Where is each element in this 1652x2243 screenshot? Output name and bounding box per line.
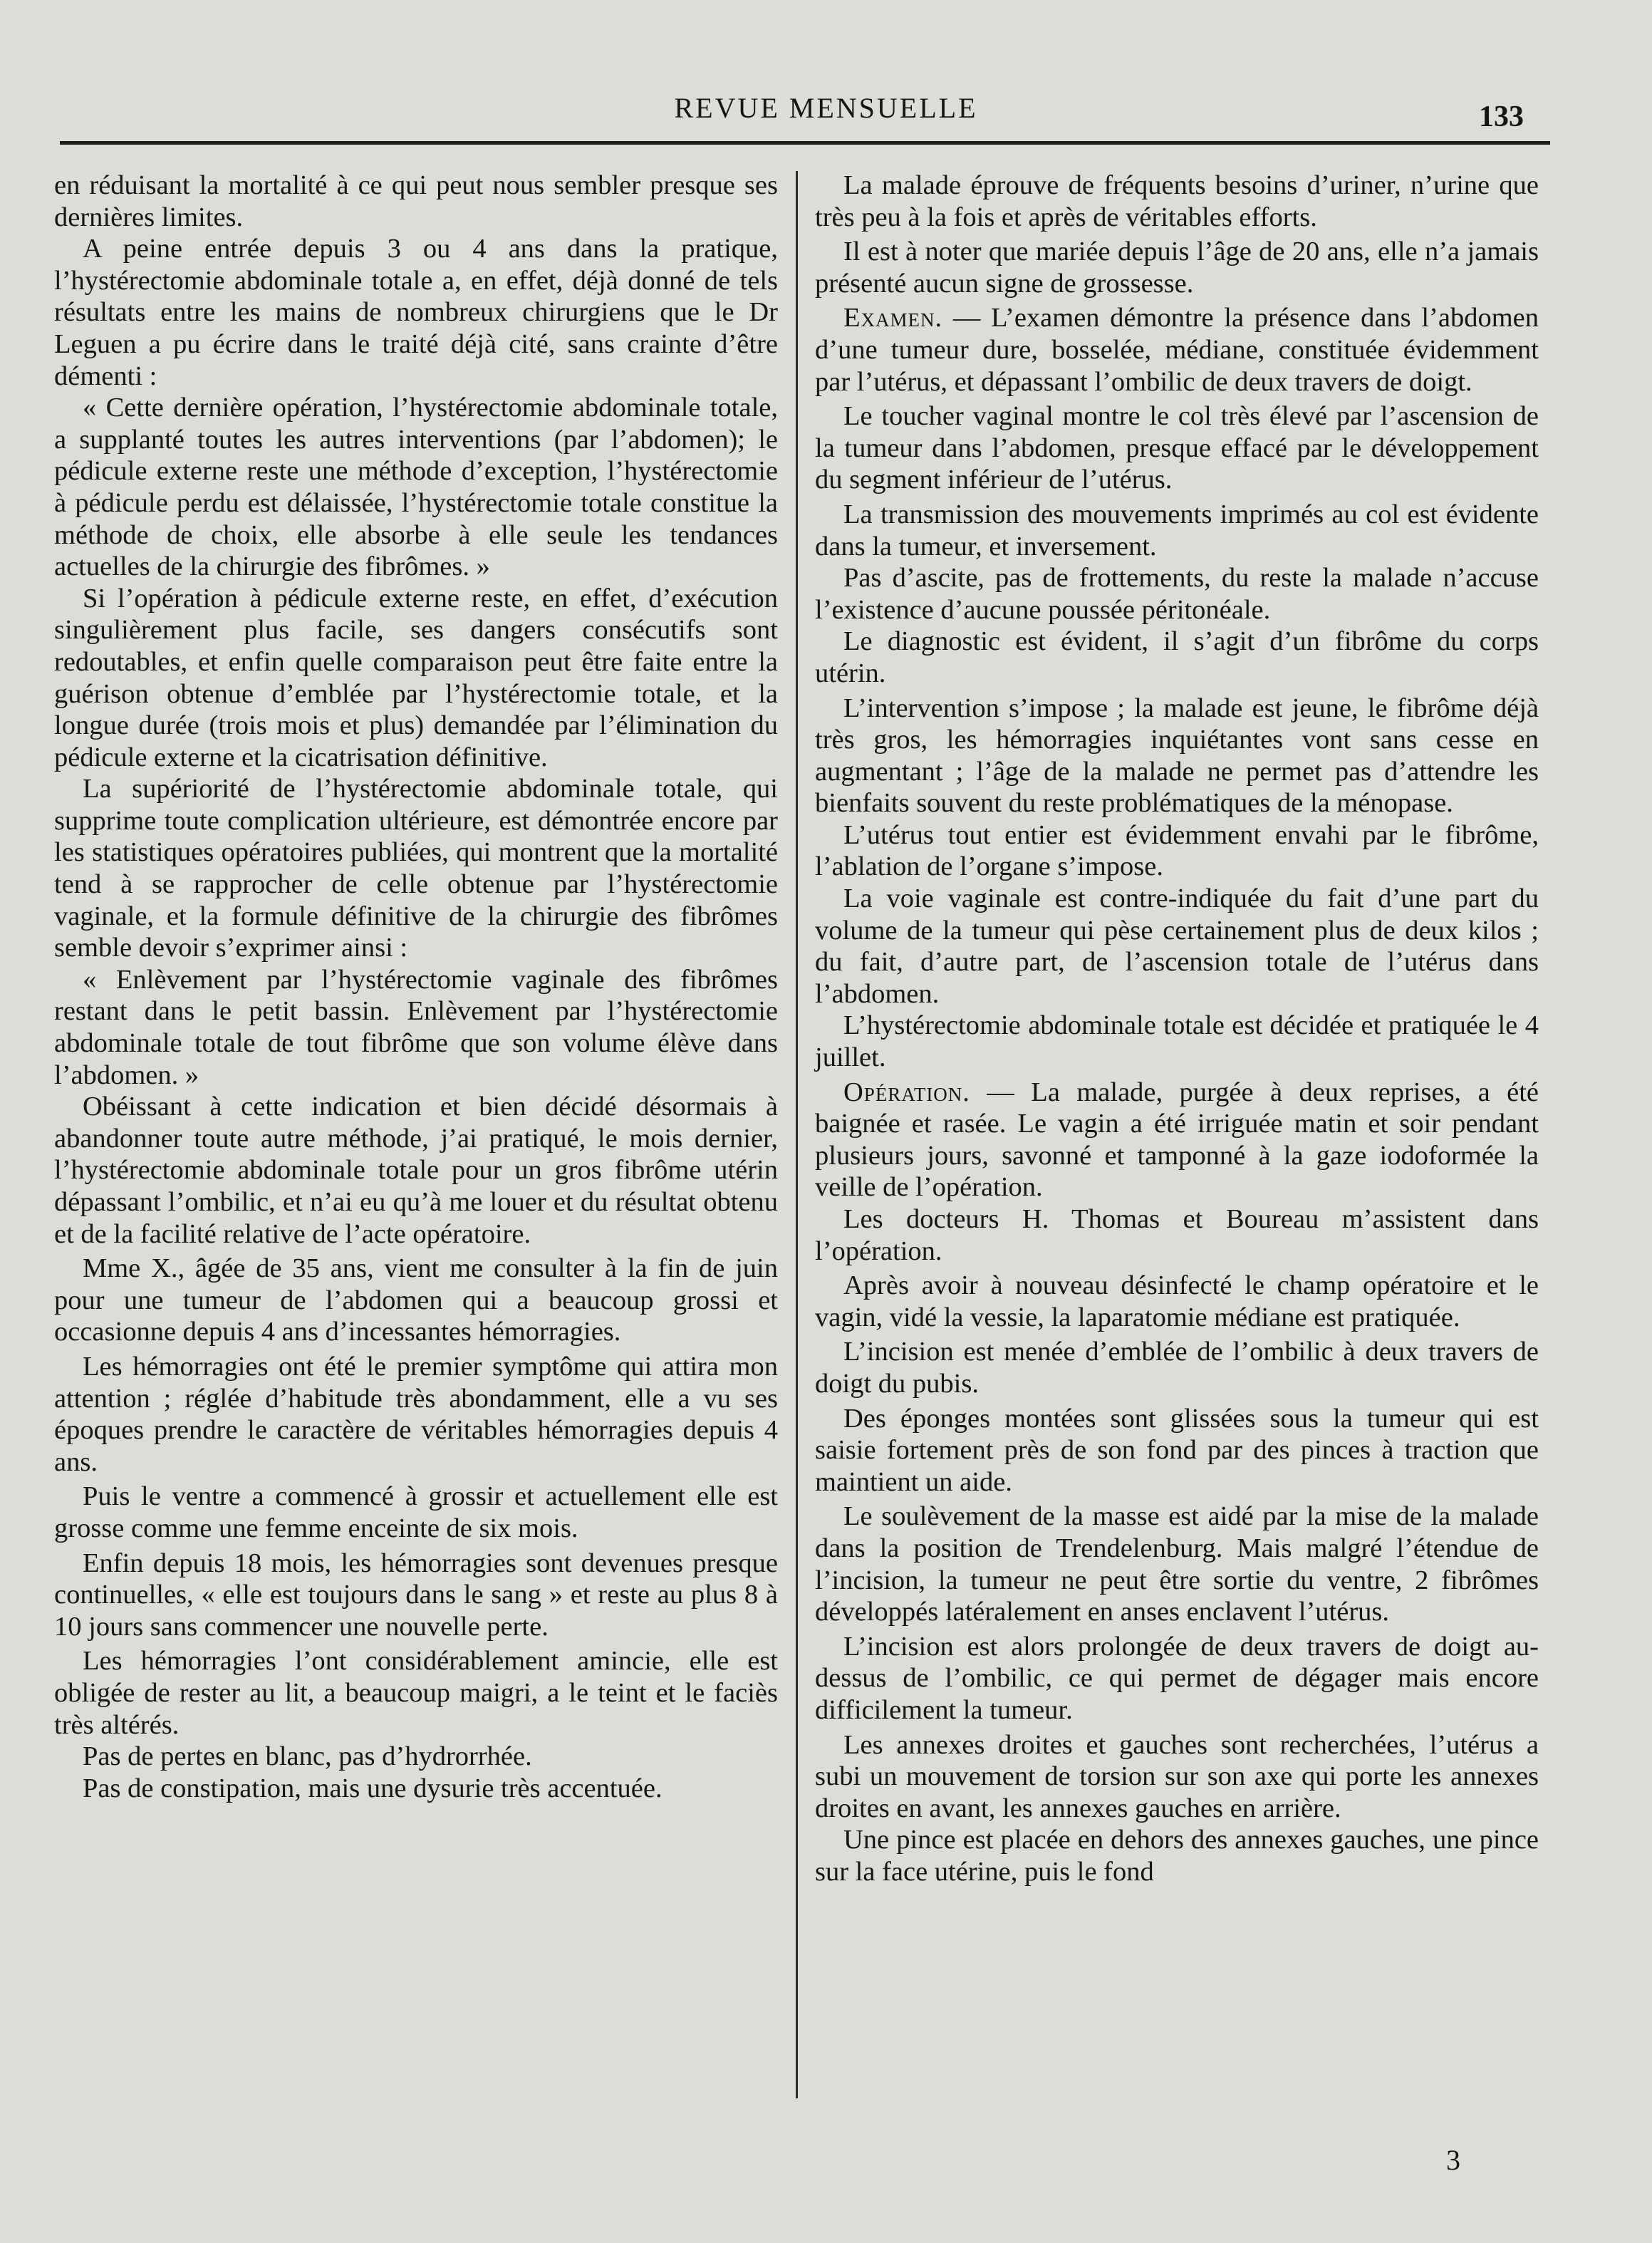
section-label-examen: Examen. — [843, 303, 943, 333]
paragraph: La voie vaginale est contre-indiquée du fait d’une part du volume de la tumeur qui pèse certainement plus de deux kilos ; du fait, d’autre part, de l’ascension totale de l’utérus dans l’abdomen. — [815, 884, 1539, 1009]
page-number: 133 — [1479, 100, 1524, 133]
section-label-operation: Opération. — [843, 1077, 970, 1107]
paragraph: Une pince est placée en dehors des annexes gauches, une pince sur la face utérine, puis le fond — [815, 1825, 1539, 1887]
paragraph: en réduisant la mortalité à ce qui peut nous sembler presque ses dernières limites. — [54, 170, 778, 232]
paragraph: Les docteurs H. Thomas et Boureau m’assistent dans l’opération. — [815, 1204, 1539, 1266]
paragraph: Le toucher vaginal montre le col très élevé par l’ascension de la tumeur dans l’abdomen, presque effacé par le développement du segment inférieur de l’utérus. — [815, 401, 1539, 495]
paragraph: Le diagnostic est évident, il s’agit d’un fibrôme du corps utérin. — [815, 626, 1539, 688]
paragraph: Des éponges montées sont glissées sous la tumeur qui est saisie fortement près de son fond par des pinces à traction que maintient un aide. — [815, 1403, 1539, 1497]
operation-text: — La malade, purgée à deux reprises, a été baignée et rasée. Le vagin a été irriguée matin et soir pendant plusieurs jours, savonné et tamponné à la gaze iodoformée la veille de l’opération. — [815, 1077, 1539, 1203]
paragraph: Les hémorragies l’ont considérablement amincie, elle est obligée de rester au lit, a beaucoup maigri, a le teint et le faciès très altérés. — [54, 1646, 778, 1740]
paragraph: Mme X., âgée de 35 ans, vient me consulter à la fin de juin pour une tumeur de l’abdomen qui a beaucoup grossi et occasionne depuis 4 ans d’incessantes hémorragies. — [54, 1253, 778, 1347]
signature-mark: 3 — [1446, 2144, 1460, 2176]
paragraph: La malade éprouve de fréquents besoins d’uriner, n’urine que très peu à la fois et après de véritables efforts. — [815, 170, 1539, 232]
paragraph: La transmission des mouvements imprimés au col est évidente dans la tumeur, et inversement. — [815, 499, 1539, 561]
paragraph: Les annexes droites et gauches sont recherchées, l’utérus a subi un mouvement de torsion sur son axe qui porte les annexes droites en avant, les annexes gauches en arrière. — [815, 1729, 1539, 1823]
examen-text: — L’examen démontre la présence dans l’abdomen d’une tumeur dure, bosselée, médiane, constituée évidemment par l’utérus, et dépassant l’ombilic de deux travers de doigt. — [815, 303, 1539, 397]
paragraph: Après avoir à nouveau désinfecté le champ opératoire et le vagin, vidé la vessie, la laparatomie médiane est pratiquée. — [815, 1270, 1539, 1332]
column-divider — [796, 171, 798, 2098]
paragraph: Pas d’ascite, pas de frottements, du reste la malade n’accuse l’existence d’aucune poussée péritonéale. — [815, 563, 1539, 625]
paragraph: « Cette dernière opération, l’hystérectomie abdominale totale, a supplanté toutes les autres interventions (par l’abdomen); le pédicule externe reste une méthode d’exception, l’hystérectomie à pédicule perdu est délaissée, l’hystérectomie totale constitue la méthode de choix, elle absorbe à elle seule les tendances actuelles de la chirurgie des fibrômes. » — [54, 393, 778, 582]
running-title: REVUE MENSUELLE — [674, 92, 978, 124]
paragraph: Les hémorragies ont été le premier symptôme qui attira mon attention ; réglée d’habitude très abondamment, elle a vu ses époques prendre le caractère de véritables hémorragies depuis 4 ans. — [54, 1351, 778, 1477]
paragraph: L’incision est alors prolongée de deux travers de doigt au-dessus de l’ombilic, ce qui permet de dégager mais encore difficilement la tumeur. — [815, 1631, 1539, 1725]
paragraph: L’incision est menée d’emblée de l’ombilic à deux travers de doigt du pubis. — [815, 1337, 1539, 1399]
paragraph: L’hystérectomie abdominale totale est décidée et pratiquée le 4 juillet. — [815, 1010, 1539, 1073]
paragraph: Pas de pertes en blanc, pas d’hydrorrhée. — [83, 1741, 532, 1772]
paragraph: Si l’opération à pédicule externe reste, en effet, d’exécution singulièrement plus facile, ses dangers consécutifs sont redoutables, et enfin quelle comparaison peut être faite entre la guérison obtenue d’emblée par l’hystérectomie totale, et la longue durée (trois mois et plus) demandée par l’élimination du pédicule externe et la cicatrisation définitive. — [54, 583, 778, 772]
paragraph: « Enlèvement par l’hystérectomie vaginale des fibrômes restant dans le petit bassin. Enlèvement par l’hystérectomie abdominale totale de tout fibrôme que son volume élève dans l’abdomen. » — [54, 964, 778, 1090]
paragraph: L’intervention s’impose ; la malade est jeune, le fibrôme déjà très gros, les hémorragies inquiétantes vont sans cesse en augmentant ; l’âge de la malade ne permet pas d’attendre les bienfaits souvent du reste problématiques de la ménopase. — [815, 693, 1539, 819]
paragraph: A peine entrée depuis 3 ou 4 ans dans la pratique, l’hystérectomie abdominale totale a, en effet, déjà donné de tels résultats entre les mains de nombreux chirurgiens que le Dr Leguen a pu écrire dans le traité déjà cité, sans crainte d’être démenti : — [54, 234, 778, 391]
paragraph: Puis le ventre a commencé à grossir et actuellement elle est grosse comme une femme enceinte de six mois. — [54, 1481, 778, 1543]
paragraph: Il est à noter que mariée depuis l’âge de 20 ans, elle n’a jamais présenté aucun signe de grossesse. — [815, 237, 1539, 299]
left-column — [54, 170, 778, 1804]
paragraph: Pas de constipation, mais une dysurie très accentuée. — [83, 1773, 663, 1803]
paragraph: L’utérus tout entier est évidemment envahi par le fibrôme, l’ablation de l’organe s’impose. — [815, 819, 1539, 882]
paragraph: Enfin depuis 18 mois, les hémorragies sont devenues presque continuelles, « elle est toujours dans le sang » et reste au plus 8 à 10 jours sans commencer une nouvelle perte. — [54, 1548, 778, 1642]
paragraph: Le soulèvement de la masse est aidé par la mise de la malade dans la position de Trendelenburg. Mais malgré l’étendue de l’incision, la tumeur ne peut être sortie du ventre, 2 fibrômes développés latéralement en anses enclavent l’utérus. — [815, 1501, 1539, 1627]
header-rule — [60, 141, 1550, 145]
paragraph: La supériorité de l’hystérectomie abdominale totale, qui supprime toute complication ultérieure, est démontrée encore par les statistiques opératoires publiées, qui montrent que la mortalité tend à se rapprocher de celle obtenue par l’hystérectomie vaginale, et la formule définitive de la chirurgie des fibrômes semble devoir s’exprimer ainsi : — [54, 774, 778, 963]
paragraph: Obéissant à cette indication et bien décidé désormais à abandonner toute autre méthode, j’ai pratiqué, le mois dernier, l’hystérectomie abdominale totale pour un gros fibrôme utérin dépassant l’ombilic, et n’ai eu qu’à me louer et du résultat obtenu et de la facilité relative de l’acte opératoire. — [54, 1092, 778, 1249]
operation-paragraph — [815, 1077, 1539, 1203]
examen-paragraph — [815, 302, 1539, 398]
right-column — [815, 170, 1539, 1887]
